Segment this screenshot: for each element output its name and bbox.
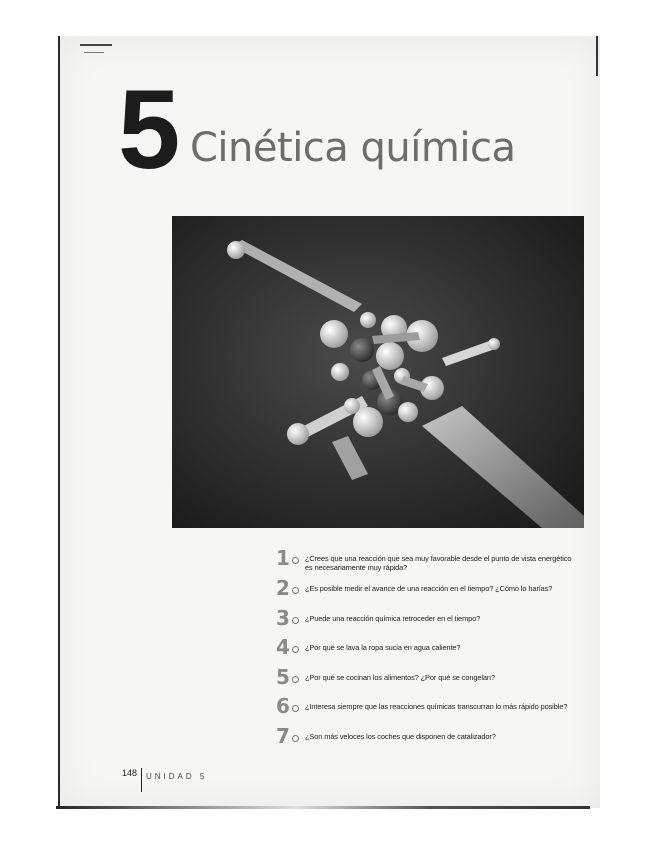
question-text: ¿Por qué se cocinan los alimentos? ¿Por qué se congelan? — [305, 673, 495, 682]
question-number: 1 — [276, 546, 290, 570]
question-number: 2 — [276, 576, 290, 600]
bullet-circle-icon — [292, 705, 299, 712]
question-text: ¿Crees que una reacción que sea muy favorable desde el punto de vista energético es necesariamente muy rápida? — [304, 554, 572, 572]
page-edge — [596, 36, 598, 76]
question-text: ¿Son más veloces los coches que disponen de catalizador? — [305, 732, 496, 741]
unit-label: UNIDAD 5 — [146, 772, 208, 781]
question-item — [276, 608, 576, 628]
question-item — [276, 578, 576, 598]
question-number: 6 — [276, 694, 290, 718]
bullet-circle-icon — [292, 557, 299, 564]
question-number: 3 — [276, 606, 290, 630]
question-item — [276, 696, 576, 716]
bullet-circle-icon — [292, 735, 299, 742]
bullet-circle-icon — [292, 617, 299, 624]
bullet-circle-icon — [292, 676, 299, 683]
question-number: 5 — [276, 665, 290, 689]
question-number: 7 — [276, 724, 290, 748]
top-rule-secondary — [84, 52, 104, 53]
chapter-photo — [172, 216, 584, 528]
question-item — [276, 637, 576, 657]
chapter-number: 5 — [118, 67, 179, 192]
chapter-title: Cinética química — [190, 125, 516, 171]
question-text: ¿Interesa siempre que las reacciones químicas transcurran lo más rápido posible? — [305, 702, 568, 711]
question-text: ¿Por qué se lava la ropa sucia en agua caliente? — [305, 643, 461, 652]
bullet-circle-icon — [292, 646, 299, 653]
question-item — [276, 548, 576, 572]
top-rule — [80, 44, 112, 46]
molecular-model-icon — [172, 216, 584, 528]
question-item — [276, 667, 576, 687]
question-item — [276, 726, 576, 746]
question-number: 4 — [276, 635, 290, 659]
page-bottom-edge — [56, 806, 590, 809]
question-text: ¿Es posible medir el avance de una reacción en el tiempo? ¿Cómo lo harías? — [305, 584, 553, 593]
page-number: 148 — [122, 768, 142, 792]
bullet-circle-icon — [292, 587, 299, 594]
question-text: ¿Puede una reacción química retroceder en el tiempo? — [305, 614, 481, 623]
